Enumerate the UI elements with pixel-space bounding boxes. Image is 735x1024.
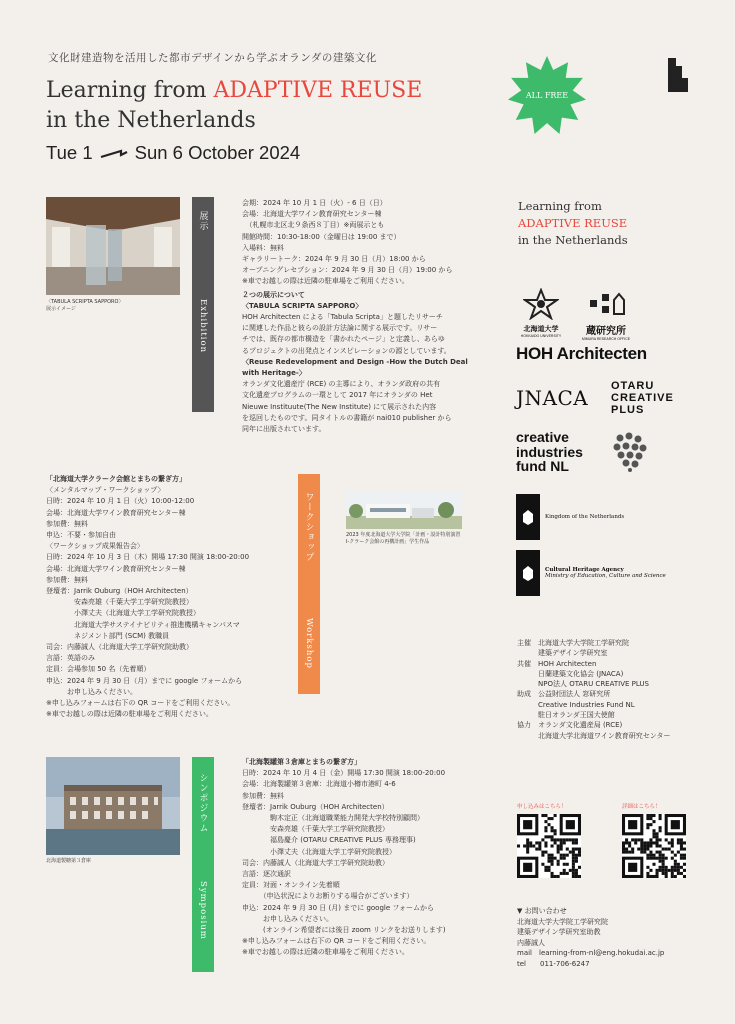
contact-line: tel 011-706-6247 [517,959,590,968]
workshop-band-ja: ワークショップ [303,492,314,562]
exhibition-detail-line: ギャラリートーク：2024 年 9 月 30 日（月）18:00 から [242,255,426,264]
exhibition-detail-line: 入場料：無料 [242,243,284,252]
detail-qr-label: 詳細はこちら！ [622,804,661,810]
agency-ribbon-icon [516,550,540,596]
workshop-info [46,474,249,720]
exhibition-sub2a: 〈Reuse Redevelopment and Design -How the Dutch Deal [242,357,468,366]
symposium-photo [46,757,180,855]
exhibition-desc2 [242,379,468,435]
exhibition-caption-line2: 展示イメージ [46,306,76,312]
symposium-caption: 北海道製糖第３倉庫 [46,858,92,864]
credit-line: 駐日オランダ王国大使館 [517,711,615,720]
exhibition-desc-line: チでは、既存の都市構造を「書かれたページ」と定義し、あらゆ [242,335,445,344]
exhibition-desc-line: るプロジェクトの出発点とインスピレーションの源としています。 [242,346,451,355]
otaru-line2: CREATIVE [611,392,674,404]
workshop-band [298,474,320,694]
symposium-band-en: Symposium [198,881,208,940]
workshop-detail-line: 参加費：無料 [46,575,88,584]
symposium-detail-line: (オンライン希望者には後日 zoom リンクをお送りします) [242,926,446,935]
workshop-detail-line: 安森亮雄（千葉大学工学研究院教授） [46,598,193,607]
exhibition-band [192,197,214,412]
workshop-detail-line: 申込：不要・参加自由 [46,531,116,540]
symposium-detail-line: 駒木定正（北海道職業能力開発大学校特別顧問） [242,814,424,823]
workshop-detail-line: ※申し込みフォームは右下の QR コードをご利用ください。 [46,699,235,708]
exhibition-detail-line: 開館時間：10:30-18:00（金曜日は 19:00 まで） [242,232,401,241]
credit-line: 主催 北海道大学大学院工学研究院 [517,639,629,647]
credit-line: 建築デザイン学研究室 [517,649,608,658]
workshop-band-en: Workshop [304,618,314,669]
exhibition-desc-line: 同年に出版されています。 [242,425,326,434]
contact-line: 内藤誠人 [517,938,545,947]
credit-line: Creative Industries Fund NL [517,700,635,709]
date-end: Sun 6 October 2024 [134,142,301,163]
workshop-detail-line: 北海道大学サステイナビリティ推進機構キャンパスマ [46,620,240,629]
stair-logo-icon [666,56,690,94]
credits-list [517,638,671,741]
workshop-detail-line: 登壇者：Jarrik Ouburg（HOH Architecten） [46,587,193,596]
apply-qr-label: 申し込みはこちら！ [517,804,567,810]
arrow-right-icon [99,146,129,160]
credit-line: 助成 公益財団法人 窓研究所 [517,690,611,699]
title-prefix: Learning from [46,78,214,103]
exhibition-band-en: Exhibition [198,299,208,354]
workshop-detail-line: 日時：2024 年 10 月 3 日（木）開場 17:30 開演 18:00-20:00 [46,553,250,562]
workshop-detail-line: 定員：会場参加 50 名（先着順） [46,665,151,674]
exhibition-sub1: 〈TABULA SCRIPTA SAPPORO〉 [242,301,363,310]
exhibition-desc-line: HOH Architecten による「Tabula Scripta」と題したリサーチ [242,313,443,322]
workshop-detail-line: お申し込みください。 [46,687,137,696]
jnaca-logo: JNACA [516,386,589,410]
side-title-line1: Learning from [518,199,602,213]
detail-qr-code-icon[interactable] [622,814,686,878]
symposium-detail-line: 小澤丈夫（北海道大学工学研究院教授） [242,847,396,856]
symposium-info [242,757,446,959]
workshop-detail-line: 会場：北海道大学ワイン教育研究センター棟 [46,508,186,517]
credit-line: 協力 オランダ文化遺産局 (RCE) [517,721,623,730]
workshop-detail-line: 言語：英語のみ [46,654,95,663]
apply-qr-code-icon[interactable] [517,814,581,878]
exhibition-heading: ２つの展示について [242,290,305,299]
exhibition-desc-line: を巡回したものです。同タイトルの書籍が nai010 publisher から [242,413,452,422]
contact-line: ▼ お問い合わせ [517,907,567,915]
cifnl-line2: industries [516,443,583,460]
otaru-line3: PLUS [611,404,645,416]
otaru-line1: OTARU [611,380,655,392]
contact-line: 北海道大学大学院工学研究院 [517,917,608,926]
workshop-detail-line: 〈ワークショップ成果報告会〉 [46,542,144,551]
exhibition-desc-line: Nieuwe Instituute(The New Institute) にて展示された内容 [242,402,437,411]
exhibition-detail-line: （札幌市北区北９条西８丁目）※両展示とも [242,221,385,230]
symposium-detail-line: 定員：対面・オンライン先着順 [242,881,340,890]
symposium-detail-line: 「北海製罐第３倉庫とまちの繋ぎ方」 [242,758,361,766]
workshop-detail-line: 小澤丈夫（北海道大学工学研究院教授） [46,609,200,618]
cifnl-line3: fund NL [516,458,569,474]
cifnl-line1: creative [516,429,569,445]
symposium-detail-line: 言語：逐次通訳 [242,870,291,879]
exhibition-desc-line: に関連した作品と彼らの設計方法論に関する展示です。リサー [242,324,438,333]
workshop-detail-line: ※車でお越しの際は近隣の駐車場をご利用ください。 [46,710,213,719]
symposium-detail-line: ※申し込みフォームは右下の QR コードをご利用ください。 [242,937,431,946]
exhibition-desc-line: オランダ文化遺産庁 (RCE) の主導により、オランダ政府の共有 [242,380,441,389]
date-start: Tue 1 [46,142,93,163]
title-line1 [46,78,422,103]
mimura-logo [578,288,634,341]
exhibition-detail-line: 会場：北海道大学ワイン教育研究センター棟 [242,210,382,219]
credit-line: NPO法人 OTARU CREATIVE PLUS [517,680,649,689]
workshop-detail-line: 〈メンタルマップ・ワークショップ〉 [46,486,165,495]
exhibition-sub2b: with Heritage-〉 [242,369,306,378]
workshop-caption-line1: 2023 年度北海道大学大学院「計画・設計特別演習 [346,532,461,538]
exhibition-detail-line: オープニングレセプション：2024 年 9 月 30 日（月）19:00 から [242,266,453,275]
symposium-detail-line: 司会：内藤誠人（北海道大学工学研究院助教） [242,858,389,867]
symposium-detail-line: 申込：2024 年 9 月 30 日 (月) までに google フォームから [242,903,435,912]
kingdom-ribbon-icon [516,494,540,540]
exhibition-band-ja: 展示 [197,211,208,231]
workshop-photo [346,492,462,529]
workshop-detail-line: 参加費：無料 [46,519,88,528]
hokudai-name: 北海道大学 [523,326,559,333]
exhibition-caption-line1: 〈TABULA SCRIPTA SAPPORO〉 [46,299,124,305]
agency-name: Cultural Heritage Agency [545,567,624,573]
side-title-line3: in the Netherlands [518,233,628,247]
credit-line: 共催 HOH Architecten [517,659,597,668]
title-line2: in the Netherlands [46,108,256,133]
workshop-detail-line: 会場：北海道大学ワイン教育研究センター棟 [46,564,186,573]
title-highlight: ADAPTIVE REUSE [213,78,423,103]
mimura-name-en: MIMURA RESEARCH OFFICE [581,337,631,341]
kingdom-name: Kingdom of the Netherlands [545,514,625,520]
credit-line: 日蘭建築文化協会 (JNACA) [517,669,624,678]
symposium-band [192,757,214,972]
otaru-creative-plus-logo [611,380,674,416]
hokudai-emblem-icon [523,288,559,320]
contact-line: mail learning-from-nl@eng.hokudai.ac.jp [517,949,665,958]
exhibition-desc1 [242,312,468,357]
symposium-detail-line: 会場：北海製罐第３倉庫：北海道小樽市港町 4-6 [242,780,396,789]
symposium-detail-line: 登壇者：Jarrik Ouburg（HOH Architecten） [242,802,389,811]
credit-line: 北海道大学北海道ワイン教育研究センター [517,731,671,740]
workshop-detail-line: 司会：内藤誠人（北海道大学工学研究院助教） [46,643,193,652]
kingdom-logo [516,494,624,540]
workshop-caption-line2: Ⅰ-クラーク会館の再構計画」学生作品 [346,539,430,545]
hokudai-logo [516,288,566,338]
mimura-name: 蔵研究所 [586,326,626,337]
exhibition-photo [46,197,180,295]
symposium-detail-line: 日時：2024 年 10 月 4 日（金）開場 17:30 開演 18:00-20:00 [242,769,446,778]
symposium-detail-line: （申込状況によりお断りする場合がございます） [242,892,414,901]
symposium-detail-line: 安森亮雄（千葉大学工学研究院教授） [242,825,389,834]
symposium-band-ja: シンポジウム [197,773,208,833]
exhibition-details [242,198,468,288]
workshop-detail-line: 申込：2024 年 9 月 30 日（月）までに google フォームから [46,676,243,685]
workshop-detail-line: ネジメント部門 (SCM) 教職員 [46,631,170,640]
symposium-detail-line: 福島慶介 (OTARU CREATIVE PLUS 専務理事) [242,836,416,845]
agency-ministry: Ministry of Education, Culture and Science [545,573,666,579]
event-subtitle: 文化財建造物を活用した都市デザインから学ぶオランダの建築文化 [48,52,377,64]
exhibition-caption [46,299,123,313]
all-free-badge: ALL FREE [525,90,569,100]
symposium-detail-line: ※車でお越しの際は近隣の駐車場をご利用ください。 [242,948,409,957]
exhibition-detail-line: 会期：2024 年 10 月 1 日（火）- 6 日（日） [242,199,387,207]
workshop-detail-line: 「北海道大学クラーク会館とまちの繋ぎ方」 [46,475,186,483]
event-dates [46,142,300,164]
creative-industries-fund-logo [516,430,583,474]
contact-info [517,906,664,970]
workshop-detail-line: 日時：2024 年 10 月 1 日（火）10:00-12:00 [46,497,195,506]
dotted-cluster-logo-icon [612,432,648,472]
mimura-mark-icon [586,288,626,318]
side-title [518,198,628,249]
side-title-line2: ADAPTIVE REUSE [518,216,628,230]
symposium-detail-line: 参加費：無料 [242,791,284,800]
symposium-detail-line: お申し込みください。 [242,914,333,923]
contact-line: 建築デザイン学研究室助教 [517,928,601,937]
exhibition-desc-line: 文化遺産プログラムの一環として 2017 年にオランダの Het [242,391,433,400]
workshop-caption [346,532,460,546]
heritage-agency-logo [516,550,666,596]
hokudai-name-en: HOKKAIDO UNIVERSITY [520,334,562,338]
hoh-logo: HOH Architecten [516,344,647,363]
exhibition-detail-line: ※車でお越しの際は近隣の駐車場をご利用ください。 [242,277,409,286]
exhibition-info [242,198,468,435]
